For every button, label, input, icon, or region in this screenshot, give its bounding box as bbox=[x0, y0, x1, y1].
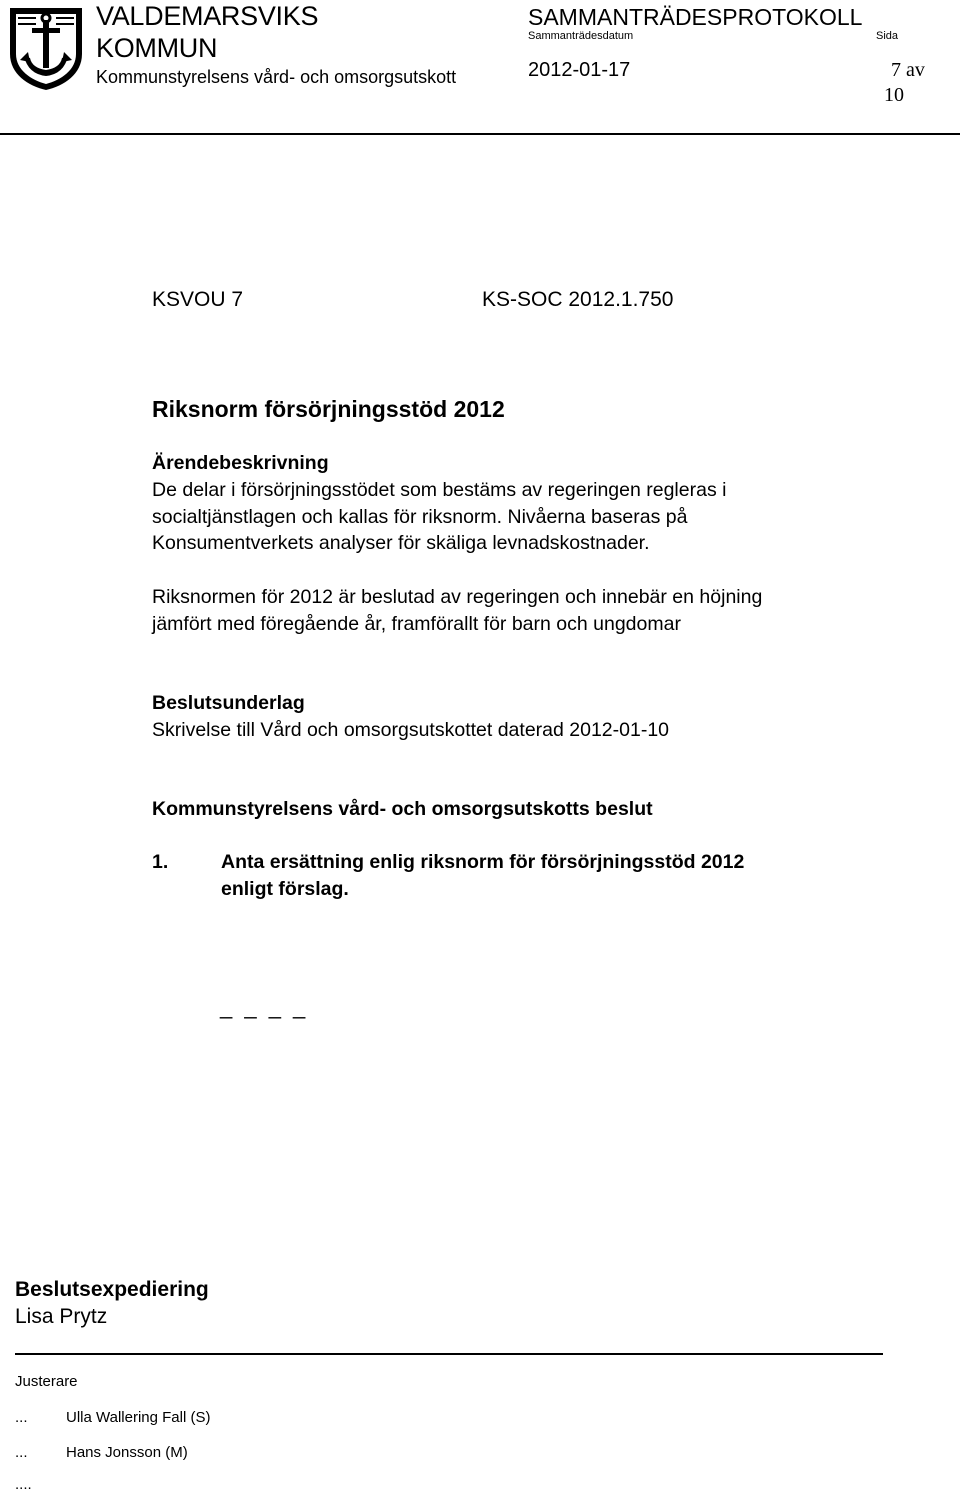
end-marker: _ _ _ _ bbox=[220, 994, 309, 1019]
diary-reference: KS-SOC 2012.1.750 bbox=[482, 288, 674, 311]
meeting-date: 2012-01-17 bbox=[528, 59, 631, 81]
anchor-coat-of-arms-icon bbox=[6, 4, 86, 92]
page-label: Sida bbox=[876, 30, 899, 42]
basis-text: Skrivelse till Vård och omsorgsutskottet daterad 2012-01-10 bbox=[152, 719, 670, 741]
description-line: Konsumentverkets analyser för skäliga levnadskostnader. bbox=[152, 532, 650, 554]
adjusters-label: Justerare bbox=[15, 1373, 78, 1390]
decision-item-line: enligt förslag. bbox=[221, 878, 349, 900]
page-total: 10 bbox=[884, 84, 904, 106]
decision-item-line: Anta ersättning enlig riksnorm för försörjningsstöd 2012 bbox=[221, 851, 745, 873]
description-heading: Ärendebeskrivning bbox=[152, 452, 329, 474]
decision-heading: Kommunstyrelsens vård- och omsorgsutskotts beslut bbox=[152, 798, 653, 820]
committee-name: Kommunstyrelsens vård- och omsorgsutskott bbox=[96, 67, 457, 87]
document-type: SAMMANTRÄDESPROTOKOLL bbox=[528, 4, 863, 30]
description-line: socialtjänstlagen och kallas för riksnorm. Nivåerna baseras på bbox=[152, 506, 688, 528]
decision-item-number: 1. bbox=[152, 851, 169, 873]
signature-dots: ... bbox=[15, 1409, 28, 1426]
case-title: Riksnorm försörjningsstöd 2012 bbox=[152, 396, 505, 422]
signature-dots: .... bbox=[15, 1476, 32, 1493]
basis-heading: Beslutsunderlag bbox=[152, 692, 305, 714]
description-line: Riksnormen för 2012 är beslutad av regeringen och innebär en höjning bbox=[152, 586, 763, 608]
signature-name: Ulla Wallering Fall (S) bbox=[66, 1409, 211, 1426]
expedition-recipient: Lisa Prytz bbox=[15, 1305, 108, 1328]
date-label: Sammanträdesdatum bbox=[528, 30, 634, 42]
description-line: jämfört med föregående år, framförallt för barn och ungdomar bbox=[152, 613, 681, 635]
org-name-line2: KOMMUN bbox=[96, 33, 218, 63]
page-number: 7 av bbox=[891, 59, 925, 81]
header-divider bbox=[0, 133, 960, 135]
description-line: De delar i försörjningsstödet som bestäms av regeringen regleras i bbox=[152, 479, 727, 501]
signature-dots: ... bbox=[15, 1444, 28, 1461]
paragraph-reference: KSVOU 7 bbox=[152, 288, 244, 311]
signature-divider bbox=[15, 1353, 883, 1355]
signature-name: Hans Jonsson (M) bbox=[66, 1444, 188, 1461]
org-name-line1: VALDEMARSVIKS bbox=[96, 1, 319, 31]
expedition-heading: Beslutsexpediering bbox=[15, 1278, 209, 1301]
